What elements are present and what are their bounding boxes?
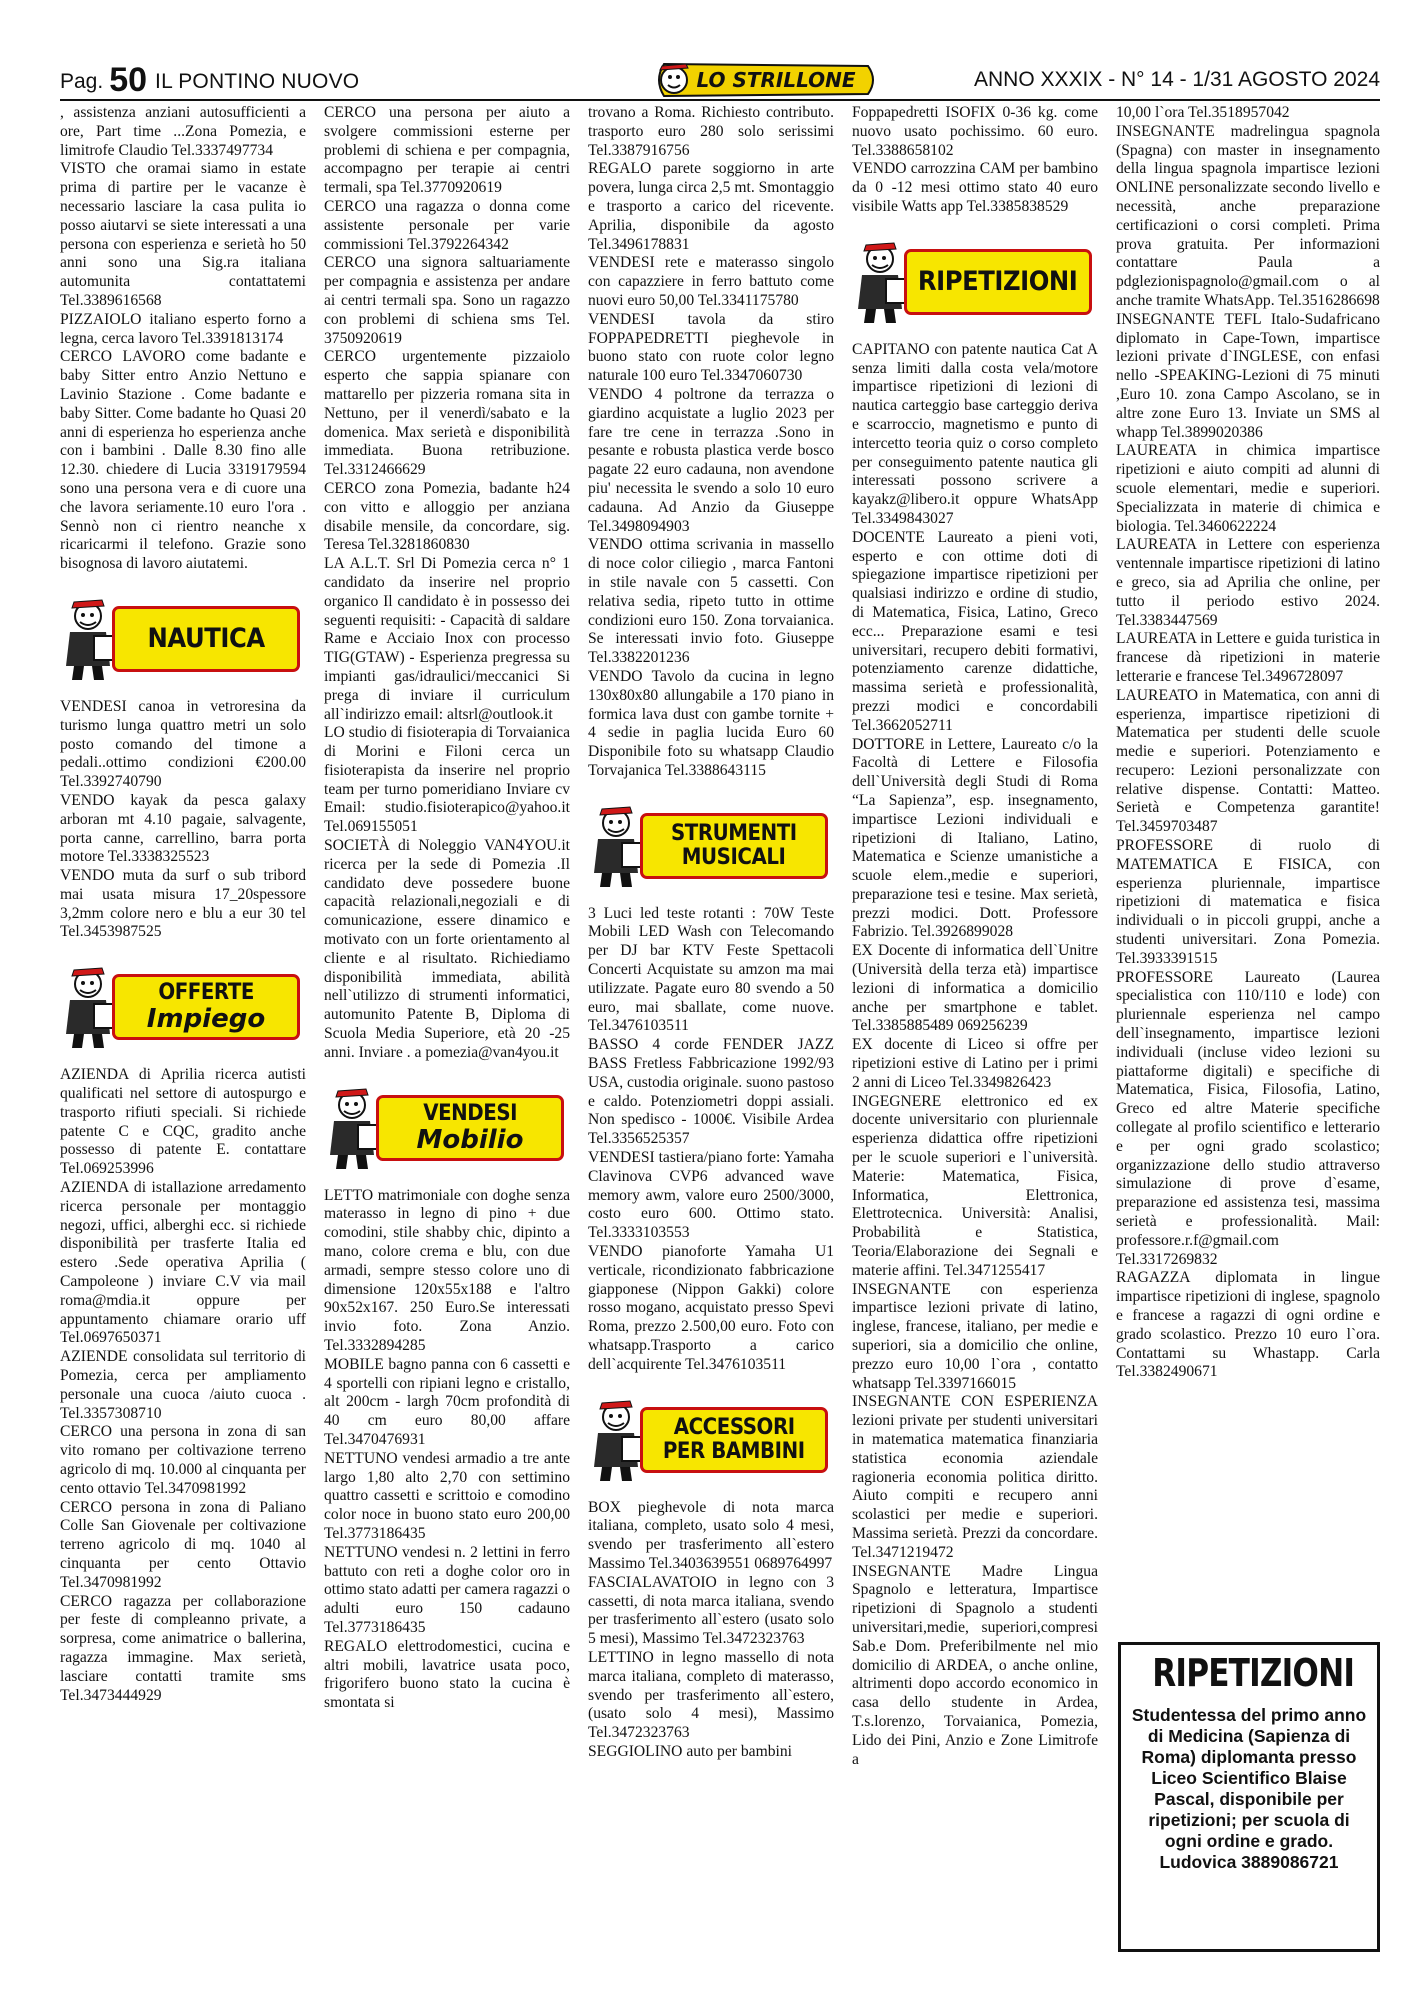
column-5 (1116, 104, 1380, 1638)
classified-ad: CERCO una persona in zona di san vito romano per coltivazione terreno agricolo di mq. 10.000 al cinquanta per cento ottavio Tel.3470981992 (60, 1423, 306, 1497)
page-label: Pag. (60, 70, 104, 93)
classified-ad: BASSO 4 corde FENDER JAZZ BASS Fretless Fabbricazione 1992/93 USA, custodia originale. suono pastoso e caldo. Potenziometri doppi assiali. Non spedisco - 1000€. Visibile Ardea Tel.3356525357 (588, 1036, 834, 1148)
section-header-nautica (60, 594, 306, 686)
section-subtitle: Impiego (146, 1004, 266, 1035)
classified-ad: AZIENDA di istallazione arredamento ricerca personale per montaggio negozi, uffici, alberghi ecc. si richiede disponibilità per trasferte Italia ed estero .Sede operativa Aprilia ( Campoleone ) inviare C.V via mail roma@mdia.it oppure per appuntamento chiamare orario uff Tel.0697650371 (60, 1179, 306, 1347)
classified-ad: PROFESSORE di ruolo di MATEMATICA E FISICA, con esperienza pluriennale, impartisce ripetizioni di matematica e fisica individuali o in piccoli gruppi, anche a studenti universitari. Zona Pomezia. Tel.3933391515 (1116, 837, 1380, 967)
issue-info: ANNO XXXIX - N° 14 - 1/31 AGOSTO 2024 (973, 68, 1380, 91)
classified-ad: DOCENTE Laureato a pieni voti, esperto e con ottime doti di spiegazione impartisce ripetizioni per qualsiasi indirizzo e ordine di studio, di Matematica, Fisica, Latino, Greco ecc... Preparazione esami e tesi universitari, recupero debiti formativi, potenziamento carenze didattiche, massima serietà e professionalità, prezzi modici e concordabili Tel.3662052711 (852, 528, 1098, 734)
section-title: STRUMENTI (671, 820, 797, 846)
strillone-logo (650, 60, 882, 100)
section-title: ACCESSORI (673, 1414, 795, 1440)
classified-ad: CERCO zona Pomezia, badante h24 con vitto e alloggio per anziana disabile mensile, da concordare, sig. Teresa Tel.3281860830 (324, 479, 570, 554)
classified-ad: LO studio di fisioterapia di Torvaianica di Morini e Filoni cerca un fisioterapista da inserire nel proprio team per turno pomeridiano Inviare cv Email: studio.fisioterapico@yahoo.it Tel.069155051 (324, 724, 570, 836)
strillone-figure-icon (324, 1085, 384, 1171)
classified-ad: RAGAZZA diplomata in lingue impartisce ripetizioni di inglese, spagnolo e francese a ragazzi di ogni ordine e grado scolastico. Prezzo 10 euro l`ora. Contattami su Whastapp. Carla Tel.3382490671 (1116, 1269, 1380, 1381)
column-2 (324, 104, 570, 1974)
section-banner (640, 1407, 828, 1473)
classified-ad: PIZZAIOLO italiano esperto forno a legna, cerca lavoro Tel.3391813174 (60, 310, 306, 347)
column-1 (60, 104, 306, 1974)
section-title: NAUTICA (147, 622, 265, 654)
classified-ad: VENDO pianoforte Yamaha U1 verticale, ricondizionato fabbricazione giapponese (Nippon Gakki) colore rosso mogano, acquistato presso Spevi Roma, prezzo 2.500,00 euro. Foto con whatsapp.Trasporto a carico dell`acquirente Tel.3476103511 (588, 1243, 834, 1373)
section-banner (376, 1095, 564, 1161)
classified-ad: VENDESI tavola da stiro FOPPAPEDRETTI pieghevole in buono stato con ruote color legno naturale 100 euro Tel.3347060730 (588, 310, 834, 385)
strillone-figure-icon (60, 964, 120, 1050)
ripetizioni-promo-box (1118, 1642, 1380, 1952)
paper-name: IL PONTINO NUOVO (155, 70, 360, 93)
classified-ad: VENDESI rete e materasso singolo con capazziere in ferro battuto come nuovi euro 50,00 Tel.3341175780 (588, 254, 834, 309)
classified-ad: REGALO parete soggiorno in arte povera, lunga circa 2,5 mt. Smontaggio e trasporto a carico del ricevente. Aprilia, disponibile da agosto Tel.3496178831 (588, 160, 834, 253)
column-4 (852, 104, 1098, 1974)
classified-ad: INGEGNERE elettronico ed ex docente universitario con pluriennale esperienza didattica offre ripetizioni per le scuole superiori e l`università. Materie: Matematica, Fisica, Informatica, Elettronica, Elettrotecnica. Università: Analisi, Probabilità e Statistica, Teoria/Elaborazione dei Segnali e materie affini. Tel.3471255417 (852, 1092, 1098, 1279)
promo-title: RIPETIZIONI (1152, 1651, 1355, 1695)
section-banner (112, 974, 300, 1040)
section-header-strumenti-musicali (588, 801, 834, 893)
promo-body: Studentessa del primo anno di Medicina (Sapienza di Roma) diplomanta presso Liceo Scientifico Blaise Pascal, disponibile per ripetizioni; per scuola di ogni ordine e grado. Ludovica 3889086721 (1131, 1705, 1367, 1872)
classified-ad: INSEGNANTE con esperienza impartisce lezioni private di latino, inglese, francese, italiano, per medie e superiori, sia a domicilio che online, prezzo euro 10,00 l`ora , contatto whatsapp Tel.3397166015 (852, 1280, 1098, 1392)
classified-ad: VENDO ottima scrivania in massello di noce color ciliegio , marca Fantoni in stile navale con 5 cassetti. Con relativa sedia, ripeto tutto in ottime condizioni euro 150. Zona torvaianica. Se interessati invio foto. Giuseppe Tel.3382201236 (588, 536, 834, 667)
classified-ad: INSEGNANTE Madre Lingua Spagnolo e letteratura, Impartisce ripetizioni di Spagnolo a studenti universitari,medie, superiori,compresi Sab.e Dom. Preferibilmente nel mio domicilio di ARDEA, o anche online, altrimenti dopo accordo economico in casa dello studente in Ardea, T.s.lorenzo, Torvaianica, Pomezia, Lido dei Pini, Anzio e Zone Limitrofe a (852, 1562, 1098, 1768)
page-header (60, 62, 1380, 98)
classified-ad: CAPITANO con patente nautica Cat A senza limiti dalla costa vela/motore impartisce ripetizioni di lezioni di nautica carteggio base carteggio deriva e scarroccio, magnetismo e punto di intercetto teoria quiz o corso completo per conseguimento patente nautica gli interessati possono scrivere a kayakz@libero.it oppure WhatsApp Tel.3349843027 (852, 340, 1098, 527)
classified-ad: LETTINO in legno massello di nota marca italiana, completo di materasso, svendo per trasferimento all`estero, (usato solo 4 mesi), Massimo Tel.3472323763 (588, 1648, 834, 1742)
classified-ad: CERCO ragazza per collaborazione per feste di compleanno private, a sorpresa, come animatrice o ballerina, ragazza immagine. Max serietà, lasciare contatti tramite sms Tel.3473444929 (60, 1592, 306, 1704)
classified-ad: NETTUNO vendesi n. 2 lettini in ferro battuto con reti a doghe color oro in ottimo stato adatti per camera ragazzi o adulti euro 150 cadauno Tel.3773186435 (324, 1543, 570, 1636)
classified-ad: FASCIALAVATOIO in legno con 3 cassetti, di nota marca italiana, svendo per trasferimento all`estero (usato solo 5 mesi), Massimo Tel.3472323763 (588, 1573, 834, 1648)
classified-ad: VENDO muta da surf o sub tribord mai usata misura 17_20spessore 3,2mm colore nero e blu a eur 30 tel Tel.3453987525 (60, 867, 306, 941)
section-banner (904, 249, 1092, 315)
section-title: VENDESI (423, 1100, 517, 1126)
classified-ad: CERCO LAVORO come badante e baby Sitter entro Anzio Nettuno e Lavinio Stazione . Come badante e baby Sitter. Come badante ho Quasi 20 anni di esperienza ho esperienza anche con i bambini . Dalle 8.30 fino alle 12.30. chiedere di Lucia 3319179594 sono una persona vera e di cuore una che lavora seriamente.10 euro l'ora . Sennò non ci rientro neanche x ricaricarmi il telefono. Grazie sono bisognosa di lavoro aiutatemi. (60, 348, 306, 573)
classified-ad: AZIENDA di Aprilia ricerca autisti qualificati nel settore di autospurgo e trasporto rifiuti speciali. Si richiede patente C e CQC, gradito anche possesso di patente E. contattare Tel.069253996 (60, 1066, 306, 1178)
classified-ad: CERCO una signora saltuariamente per compagnia e assistenza per andare ai centri termali spa. Sono un ragazzo con problemi di schiena sms Tel. 3750920619 (324, 254, 570, 347)
classified-ad: INSEGNANTE TEFL Italo-Sudafricano diplomato in Cape-Town, impartisce lezioni private d`INGLESE, con enfasi nello -SPEAKING-Lezioni di 75 minuti ,Euro 10. zona Campo Ascolano, se in altre zone Euro 13. Inviate un SMS al whapp Tel.3899020386 (1116, 310, 1380, 441)
classified-ad: DOTTORE in Lettere, Laureato c/o la Facoltà di Lettere e Filosofia dell`Università degli Studi di Roma “La Sapienza”, esp. insegnamento, impartisce Lezioni individuali e ripetizioni di Italiano, Latino, Matematica e Scienze umanistiche a scuole elem.,medie e superiori, preparazione tesi e tesine. Max serietà, prezzi modici. Dott. Professore Fabrizio. Tel.3926899028 (852, 735, 1098, 941)
classified-ad: EX Docente di informatica dell`Unitre (Università della terza età) impartisce lezioni di informatica a domicilio anche per smartphone e tablet. Tel.3385885489 069256239 (852, 942, 1098, 1035)
classified-ad: VENDO kayak da pesca galaxy arboran mt 4.10 pagaie, salvagente, porta canne, carrellino, barra porta motore Tel.3338325523 (60, 791, 306, 866)
classified-ad: , assistenza anziani autosufficienti a ore, Part time ...Zona Pomezia, e limitrofe Claudio Tel.3337497734 (60, 104, 306, 159)
strillone-figure-icon (60, 596, 120, 682)
classified-ad: LAUREATA in Lettere e guida turistica in francese dà ripetizioni in materie letterarie e francese Tel.3496728097 (1116, 630, 1380, 685)
header-left (60, 62, 359, 100)
classified-ad: AZIENDE consolidata sul territorio di Pomezia, cerca per ampliamento personale una cuoca /aiuto cuoca . Tel.3357308710 (60, 1348, 306, 1422)
classified-ad: LA A.L.T. Srl Di Pomezia cerca n° 1 candidato da inserire nel proprio organico Il candidato è in possesso dei seguenti requisiti: - Capacità di saldare Rame e Acciaio Inox con processo TIG(GTAW) - Esperienza pregressa su impianti gas/idraulici/meccanici Si prega di inviare il curriculum all`indirizzo email: altsrl@outlook.it (324, 555, 570, 723)
section-header-offerte-impiego (60, 962, 306, 1054)
svg-text:LO STRILLONE: LO STRILLONE (696, 68, 856, 92)
classified-ad: INSEGNANTE madrelingua spagnola (Spagna) con master in insegnamento della lingua spagnola impartisce lezioni ONLINE personalizzate secondo livello e necessità, anche preparazione certificazioni o corsi completi. Prima prova gratuita. Per informazioni contattare Paula a pdglezionispagnolo@gmail.com o al anche tramite WhatsApp. Tel.3516286698 (1116, 122, 1380, 309)
classified-ad: REGALO elettrodomestici, cucina e altri mobili, lavatrice usata poco, frigorifero buono stato la cucina è smontata si (324, 1637, 570, 1712)
section-subtitle: MUSICALI (682, 844, 786, 870)
classified-ad: trovano a Roma. Richiesto contributo. trasporto euro 280 solo serissimi Tel.3387916756 (588, 104, 834, 159)
classified-ad: EX docente di Liceo si offre per ripetizioni estive di Latino per i primi 2 anni di Liceo Tel.3349826423 (852, 1036, 1098, 1091)
classified-ad: VENDO carrozzina CAM per bambino da 0 -12 mesi ottimo stato 40 euro visibile Watts app Tel.3385838529 (852, 160, 1098, 215)
section-title: OFFERTE (158, 980, 254, 1006)
page-number: 50 (109, 61, 148, 99)
classified-ad: MOBILE bagno panna con 6 cassetti e 4 sportelli con ripiani legno e cristallo, alt 200cm - largh 70cm profondità di 40 cm euro 80,00 affare Tel.3470476931 (324, 1355, 570, 1448)
classified-ad: LAUREATO in Matematica, con anni di esperienza, impartisce ripetizioni di Matematica per studenti delle scuole medie e superiori. Potenziamento e recupero: Lezioni personalizzate con relative dispense. Contatti: Matteo. Serietà e Competenza garantite! Tel.3459703487 (1116, 686, 1380, 836)
section-banner (640, 813, 828, 879)
classified-ad: VENDO 4 poltrone da terrazza o giardino acquistate a luglio 2023 per fare tre cene in terrazza .Sono in pesante e robusta plastica verde bosco pagate 22 euro cadauna, non avendone piu' necessita le svendo a solo 10 euro cadauna. Ad Anzio da Giuseppe Tel.3498094903 (588, 385, 834, 535)
strillone-figure-icon (852, 239, 912, 325)
section-header-accessori-bambini (588, 1395, 834, 1487)
classified-ad: BOX pieghevole di nota marca italiana, completo, usato solo 4 mesi, svendo per trasferimento all`estero Massimo Tel.3403639551 0689764997 (588, 1498, 834, 1572)
classified-ad: PROFESSORE Laureato (Laurea specialistica con 110/110 e lode) con pluriennale esperienza nel campo dell`insegnamento, impartisce lezioni individuali (incluse video lezioni su piattaforme digitali) e specifiche di Matematica, Fisica, Filosofia, Latino, Greco ed altre Materie specifiche collegate al profilo scientifico e letterario e per ogni grado scolastico; organizzazione dello studio attraverso simulazione di prove d`esame, preparazione ed assistenza tesi, massima serietà e professionalità. Mail: professore.r.f@gmail.com Tel.3317269832 (1116, 968, 1380, 1268)
classified-ad: INSEGNANTE CON ESPERIENZA lezioni private per studenti universitari in matematica matematica finanziaria statistica economia aziendale ragioneria economia politica diritto. Aiuto compiti e recupero anni scolastici per medie e superiori. Massima serietà. Prezzi da concordare. Tel.3471219472 (852, 1393, 1098, 1561)
classified-ad: CERCO urgentemente pizzaiolo esperto che sappia spianare con mattarello per pizzeria romana sita in Nettuno, per il venerdì/sabato e la domenica. Max serietà e disponibilità immediata. Buona retribuzione. Tel.3312466629 (324, 348, 570, 479)
classified-ad: NETTUNO vendesi armadio a tre ante largo 1,80 alto 2,70 con settimino quattro cassetti e scrittoio e comodino color noce in buono stato euro 200,00 Tel.3773186435 (324, 1449, 570, 1542)
strillone-figure-icon (588, 803, 648, 889)
section-title: RIPETIZIONI (918, 265, 1078, 297)
classified-ad: CERCO persona in zona di Paliano Colle San Giovenale per coltivazione terreno agricolo di mq. 1040 al cinquanta per cento Ottavio Tel.3470981992 (60, 1498, 306, 1591)
section-subtitle: Mobilio (416, 1124, 524, 1155)
classified-ad: 10,00 l`ora Tel.3518957042 (1116, 104, 1290, 121)
classified-ad: Foppapedretti ISOFIX 0-36 kg. come nuovo usato pochissimo. 60 euro. Tel.3388658102 (852, 104, 1098, 159)
section-subtitle: PER BAMBINI (663, 1438, 805, 1464)
classified-ad: VISTO che oramai siamo in estate prima di partire per le vacanze è necessario lasciare la casa pulita io posso aiutarvi se siete interessati a una persona con esperienza e serietà ho 50 anni sono una Sig.ra italiana automunita contattatemi Tel.3389616568 (60, 160, 306, 309)
classified-ad: SOCIETÀ di Noleggio VAN4YOU.it ricerca per la sede di Pomezia .Il candidato deve possedere buone capacità relazionali,negoziali e di comunicazione, essere dinamico e motivato con un forte orientamento al cliente e al risultato. Richiediamo disponibilità immediata, abilità nell`utilizzo di strumenti informatici, automunito Patente B, Diploma di Scuola Media Superiore, età 20 -25 anni. Inviare . a pomezia@van4you.it (324, 837, 570, 1061)
classified-ad: LAUREATA in chimica impartisce ripetizioni e aiuto compiti ad alunni di scuole elementari, medie e superiori. Specializzata in materie di chimica e biologia. Tel.3460622224 (1116, 442, 1380, 535)
classified-ad: CERCO una persona per aiuto a svolgere commissioni esterne per problemi di schiena e per compagnia, accompagno per terapie ai centri termali, spa Tel.3770920619 (324, 104, 570, 197)
classified-ad: VENDO Tavolo da cucina in legno 130x80x80 allungabile a 170 piano in formica lava dust con gambe tornite + 4 sedie in paglia lucida Euro 60 Disponibile foto su whatsapp Claudio Torvajanica Tel.3388643115 (588, 667, 834, 779)
classified-ad: LAUREATA in Lettere con esperienza ventennale impartisce ripetizioni di latino e greco, sia ad Aprilia che online, per tutto il periodo estivo 2024. Tel.3383447569 (1116, 536, 1380, 629)
classified-ad: 3 Luci led teste rotanti : 70W Teste Mobili LED Wash con Telecomando per DJ bar KTV Feste Spettacoli Concerti Acquistate su amzon ma mai utilizzate. Pagate euro 80 svendo a 50 euro, mai sballate, come nuove. Tel.3476103511 (588, 904, 834, 1035)
classified-ad: LETTO matrimoniale con doghe senza materasso in legno di pino + due comodini, stile shabby chic, dipinto a mano, colore crema e blu, con due armadi, sempre stesso colore uno di dimensione 120x55x188 e l'altro 90x52x167. 250 Euro.Se interessati invio foto. Zona Anzio. Tel.3332894285 (324, 1186, 570, 1355)
header-rule (60, 99, 1380, 101)
classified-ad: VENDESI canoa in vetroresina da turismo lunga quattro metri un solo posto comando del timone a pedali..ottimo condizioni €200.00 Tel.3392740790 (60, 697, 306, 791)
section-header-ripetizioni (852, 237, 1098, 329)
strillone-figure-icon (588, 1397, 648, 1483)
classified-ad: VENDESI tastiera/piano forte: Yamaha Clavinova CVP6 advanced wave memory awm, valore euro 2500/3000, costo euro 600. Ottimo stato. Tel.3333103553 (588, 1149, 834, 1242)
column-3 (588, 104, 834, 1974)
section-header-vendesi-mobilio (324, 1083, 570, 1175)
section-banner (112, 606, 300, 672)
classified-ad: CERCO una ragazza o donna come assistente personale per varie commissioni Tel.3792264342 (324, 197, 570, 253)
classified-ad: SEGGIOLINO auto per bambini (588, 1742, 792, 1760)
